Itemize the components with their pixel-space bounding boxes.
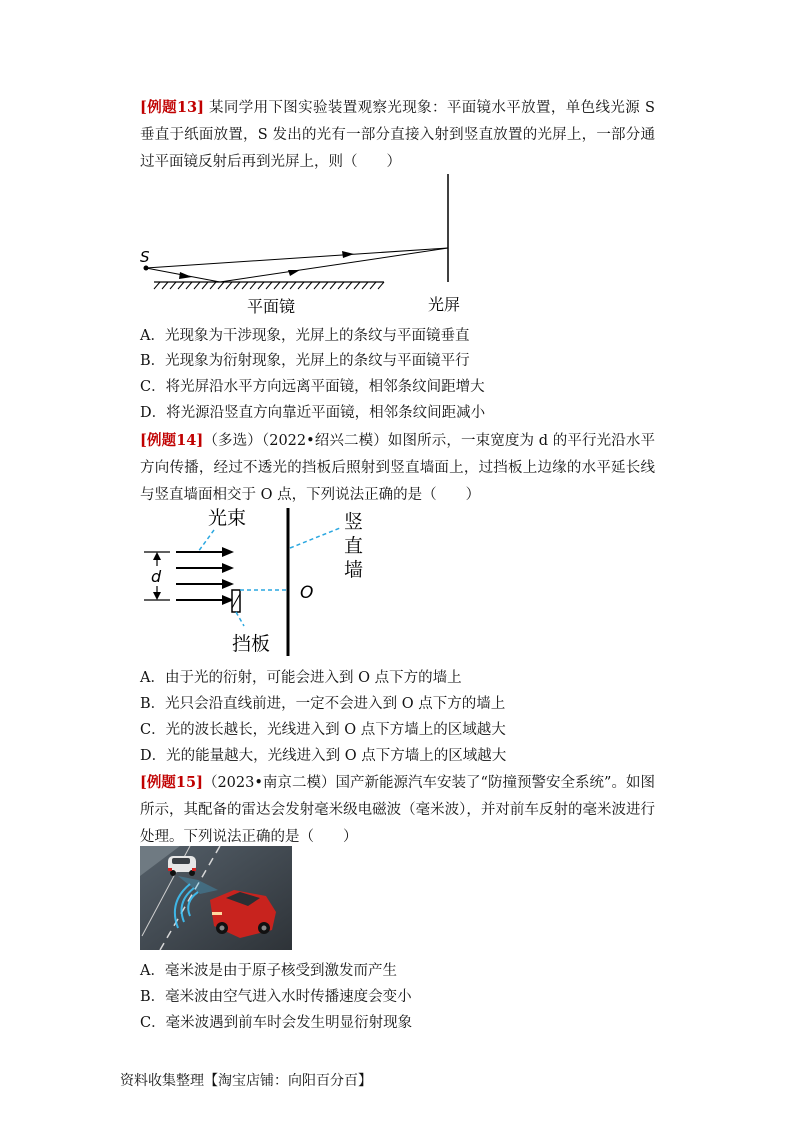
screen-label: 光屏: [428, 295, 461, 314]
beam-arrows: [176, 552, 226, 600]
q14-option-d: D．光的能量越大，光线进入到 O 点下方墙上的区域越大: [140, 748, 507, 764]
point-o-label: O: [300, 583, 314, 603]
q14-option-c: C．光的波长越长，光线进入到 O 点下方墙上的区域越大: [140, 722, 506, 738]
q13-option-b: B．光现象为衍射现象，光屏上的条纹与平面镜平行: [140, 353, 470, 369]
q15-tag: [例题15]: [140, 774, 203, 791]
direct-ray: [146, 248, 448, 268]
q14-option-a: A．由于光的衍射，可能会进入到 O 点下方的墙上: [140, 670, 462, 686]
q14-tag: [例题14]: [140, 432, 204, 449]
wall-pointer: [290, 528, 340, 548]
q13-stem: [140, 94, 655, 176]
red-car: [210, 890, 276, 938]
q14-stem: [140, 427, 655, 509]
q15-option-c: C．毫米波遇到前车时会发生明显衍射现象: [140, 1015, 413, 1031]
radar-car-illustration: [140, 846, 292, 950]
q14-figure: [140, 500, 380, 660]
reflected-ray: [220, 248, 448, 282]
q15-option-b: B．毫米波由空气进入水时传播速度会变小: [140, 989, 412, 1005]
d-label: d: [151, 567, 162, 586]
baffle-pointer: [236, 612, 244, 626]
mirror-hatching: [154, 282, 384, 289]
wall-label-2: 直: [344, 535, 364, 557]
q15-option-a: A．毫米波是由于原子核受到激发而产生: [140, 963, 397, 979]
baffle-label: 挡板: [232, 633, 271, 655]
q15-stem: [140, 769, 655, 851]
q15-text: （2023•南京二模）国产新能源汽车安装了“防撞预警安全系统”。如图所示，其配备的雷达会发射毫米级电磁波（毫米波），并对前车反射的毫米波进行处理。下列说法正确的是（ ）: [140, 775, 655, 845]
q14-option-b: B．光只会沿直线前进，一定不会进入到 O 点下方的墙上: [140, 696, 506, 712]
beam-pointer: [198, 530, 214, 552]
wall-label-1: 竖: [344, 511, 364, 533]
q13-figure: [140, 170, 470, 318]
q13-option-a: A．光现象为干涉现象，光屏上的条纹与平面镜垂直: [140, 328, 470, 344]
q13-option-d: D．将光源沿竖直方向靠近平面镜，相邻条纹间距减小: [140, 405, 486, 421]
q14-text: （多选）（2022•绍兴二模）如图所示，一束宽度为 d 的平行光沿水平方向传播，经过不透光的挡板后照射到竖直墙面上，过挡板上边缘的水平延长线与竖直墙面相交于 O 点，下列说法正确的是（ ）: [140, 433, 656, 503]
d-arrowhead-bottom: [153, 592, 161, 600]
q13-tag: [例题13]: [140, 99, 204, 116]
wall-label-3: 墙: [344, 559, 364, 581]
direct-ray-arrow: [342, 251, 354, 258]
d-arrowhead-top: [153, 552, 161, 560]
incident-ray-arrow: [179, 272, 192, 279]
source-label: S: [140, 248, 150, 266]
page-footer: 资料收集整理【淘宝店铺：向阳百分百】: [120, 1073, 372, 1089]
mirror-label: 平面镜: [247, 297, 296, 316]
q13-text: 某同学用下图实验装置观察光现象：平面镜水平放置，单色线光源 S 垂直于纸面放置，S 发出的光有一部分直接入射到竖直放置的光屏上，一部分通过平面镜反射后再到光屏上，则（ ）: [140, 100, 655, 170]
q13-option-c: C．将光屏沿水平方向远离平面镜，相邻条纹间距增大: [140, 379, 485, 395]
beam-label: 光束: [208, 507, 247, 529]
radar-car-photo: [140, 846, 292, 950]
reflected-ray-arrow: [288, 270, 300, 276]
